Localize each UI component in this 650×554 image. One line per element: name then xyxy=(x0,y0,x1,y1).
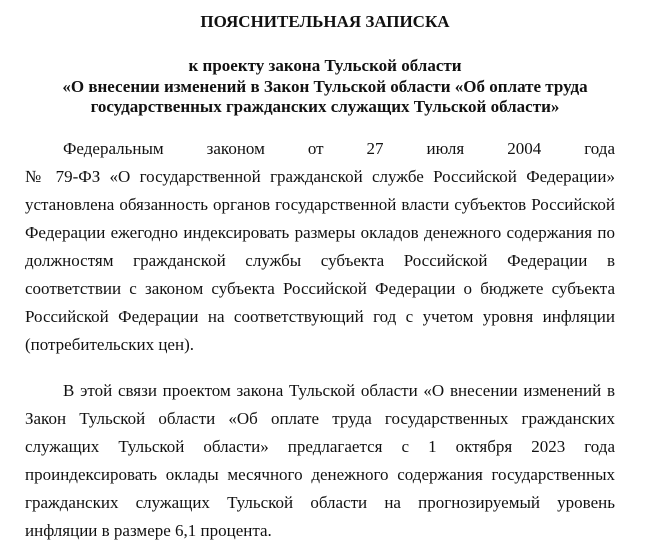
paragraph-2-line: служащих Тульской области» предлагается с 1 октября 2023 года xyxy=(25,437,615,456)
paragraph-2 xyxy=(25,377,615,545)
paragraph-1 xyxy=(25,135,615,359)
document-subheading-3: государственных гражданских служащих Тульской области» xyxy=(90,97,560,116)
document-subheading-1: к проекту закона Тульской области xyxy=(188,56,462,75)
paragraph-2-line: проиндексировать оклады месячного денежного содержания государственных xyxy=(25,465,615,484)
paragraph-1-line: Федеральным законом от 27 июля 2004 года xyxy=(63,139,615,158)
document-subheading-2: «О внесении изменений в Закон Тульской области «Об оплате труда xyxy=(62,77,588,96)
paragraph-1-line: Федерации ежегодно индексировать размеры окладов денежного содержания по xyxy=(25,223,615,242)
paragraph-1-line: (потребительских цен). xyxy=(25,335,194,354)
paragraph-1-line: Российской Федерации на соответствующий год с учетом уровня инфляции xyxy=(25,307,615,326)
document-heading: ПОЯСНИТЕЛЬНАЯ ЗАПИСКА xyxy=(200,12,450,31)
paragraph-1-line: установлена обязанность органов государственной власти субъектов Российской xyxy=(25,195,615,214)
paragraph-2-line: Закон Тульской области «Об оплате труда государственных гражданских xyxy=(25,409,615,428)
paragraph-1-line: № 79-ФЗ «О государственной гражданской службе Российской Федерации» xyxy=(25,167,615,186)
paragraph-1-line: соответствии с законом субъекта Российской Федерации о бюджете субъекта xyxy=(25,279,615,298)
paragraph-2-line: инфляции в размере 6,1 процента. xyxy=(25,521,272,540)
paragraph-2-line: В этой связи проектом закона Тульской области «О внесении изменений в xyxy=(63,381,615,400)
paragraph-2-line: гражданских служащих Тульской области на прогнозируемый уровень xyxy=(25,493,615,512)
paragraph-1-line: должностям гражданской службы субъекта Российской Федерации в xyxy=(25,251,615,270)
